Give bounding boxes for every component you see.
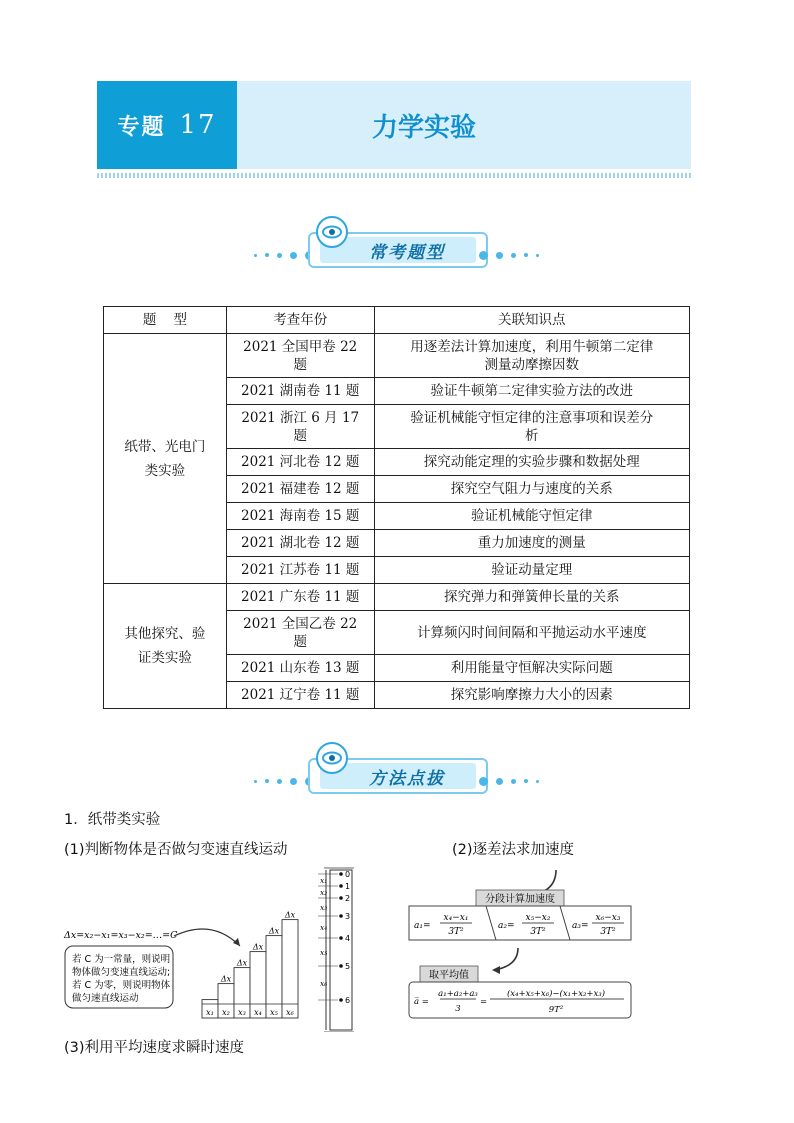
method-item-2: (2)逐差法求加速度 <box>452 842 575 858</box>
method-item-3: (3)利用平均速度求瞬时速度 <box>64 1040 245 1056</box>
point-cell: 验证机械能守恒定律的注意事项和误差分 析 <box>374 405 689 449</box>
tape-mark-label: 6 <box>345 996 351 1005</box>
type-cell: 其他探究、验 证类实验 <box>104 584 227 709</box>
step1-label: 分段计算加速度 <box>485 894 555 905</box>
arrow-head-icon <box>492 966 500 974</box>
point-cell: 计算频闪时间间隔和平抛运动水平速度 <box>374 611 689 655</box>
bar-label: x₁ <box>206 1008 214 1017</box>
year-cell: 2021 湖北卷 12 题 <box>226 530 374 557</box>
svg-text:3T²: 3T² <box>448 927 464 937</box>
paper-tape <box>324 868 354 1032</box>
curve-arrow-line <box>174 929 240 946</box>
bar-label: x₂ <box>222 1008 230 1017</box>
svg-text:若 C 为一常量，则说明: 若 C 为一常量，则说明 <box>72 954 171 965</box>
topic-number: 17 <box>179 110 217 140</box>
type-cell: 纸带、光电门 类实验 <box>104 334 227 584</box>
svg-text:3: 3 <box>455 1004 461 1014</box>
svg-text:a₁+a₂+a₃: a₁+a₂+a₃ <box>438 989 478 999</box>
svg-text:3T²: 3T² <box>530 927 546 937</box>
section-dots-left <box>254 250 314 260</box>
svg-text:x₄−x₁: x₄−x₁ <box>443 913 469 923</box>
year-cell: 2021 全国乙卷 22 题 <box>226 611 374 655</box>
tape-mark-label: 2 <box>345 894 351 903</box>
difference-diagram <box>406 866 634 1022</box>
svg-text:a₃=: a₃= <box>572 921 589 931</box>
topic-number-block <box>97 81 237 169</box>
point-cell: 探究动能定理的实验步骤和数据处理 <box>374 449 689 476</box>
delta-label: Δx <box>252 942 264 952</box>
section-method-tips <box>254 754 539 794</box>
delta-formula: Δx=x₂−x₁=x₃−x₂=…=C <box>64 930 178 941</box>
point-cell: 探究影响摩擦力大小的因素 <box>374 682 689 709</box>
section-dots-left <box>254 776 314 786</box>
year-cell: 2021 福建卷 12 题 <box>226 476 374 503</box>
note-box <box>65 946 173 1008</box>
exam-table <box>103 306 690 709</box>
section-dots-right <box>479 250 539 260</box>
col-header-points: 关联知识点 <box>374 307 689 334</box>
year-cell: 2021 浙江 6 月 17 题 <box>226 405 374 449</box>
delta-label: Δx <box>220 974 232 984</box>
section-common-types <box>254 228 539 268</box>
svg-text:物体做匀变速直线运动;: 物体做匀变速直线运动; <box>72 967 171 978</box>
bar-label: x₅ <box>270 1008 278 1017</box>
topic-title-block <box>237 81 691 169</box>
topic-banner <box>97 81 691 169</box>
svg-text:做匀速直线运动: 做匀速直线运动 <box>72 993 139 1004</box>
svg-text:若 C 为零，则说明物体: 若 C 为零，则说明物体 <box>72 980 171 991</box>
point-cell: 验证动量定理 <box>374 557 689 584</box>
formula-box-2 <box>409 982 631 1018</box>
col-header-year: 考查年份 <box>226 307 374 334</box>
table-header-row <box>104 307 690 334</box>
tape-mark-label: 3 <box>345 912 351 921</box>
year-cell: 2021 河北卷 12 题 <box>226 449 374 476</box>
method-heading: 1．纸带类实验 <box>64 812 161 828</box>
svg-text:3T²: 3T² <box>600 927 616 937</box>
banner-divider <box>97 173 691 178</box>
year-cell: 2021 全国甲卷 22 题 <box>226 334 374 378</box>
eye-icon <box>316 742 348 774</box>
tape-mark-label: 1 <box>345 882 351 891</box>
bar <box>266 936 282 1018</box>
section-title: 方法点拔 <box>320 763 476 789</box>
point-cell: 利用能量守恒解决实际问题 <box>374 655 689 682</box>
tape-dot <box>339 936 343 940</box>
tape-segment-label: x₃ <box>320 903 328 912</box>
svg-text:a̅ =: a̅ = <box>414 997 429 1007</box>
year-cell: 2021 广东卷 11 题 <box>226 584 374 611</box>
method-item-1: (1)判断物体是否做匀变速直线运动 <box>64 842 288 858</box>
delta-label: Δx <box>236 958 248 968</box>
svg-text:=: = <box>480 997 488 1007</box>
svg-text:9T²: 9T² <box>548 1005 564 1015</box>
table-row <box>104 584 690 611</box>
eye-icon <box>316 216 348 248</box>
svg-text:a₁=: a₁= <box>414 921 431 931</box>
bar <box>282 920 298 1018</box>
delta-label: Δx <box>284 910 296 920</box>
point-cell: 重力加速度的测量 <box>374 530 689 557</box>
tape-mark-label: 0 <box>345 870 351 879</box>
tape-segment-label: x₁ <box>320 876 328 885</box>
tape-diagram <box>62 866 362 1032</box>
tape-dot <box>339 914 343 918</box>
tape-dot <box>339 872 343 876</box>
arrow-head-icon <box>233 938 240 946</box>
point-cell: 探究弹力和弹簧伸长量的关系 <box>374 584 689 611</box>
section-dots-right <box>479 776 539 786</box>
bar-label: x₆ <box>286 1008 294 1017</box>
topic-label: 专题 <box>117 114 166 140</box>
tape-segment-label: x₅ <box>320 948 328 957</box>
svg-text:x₅−x₂: x₅−x₂ <box>525 913 551 923</box>
svg-text:a₂=: a₂= <box>498 921 515 931</box>
tape-mark-label: 5 <box>345 962 351 971</box>
point-cell: 验证牛顿第二定律实验方法的改进 <box>374 378 689 405</box>
tape-dot <box>339 964 343 968</box>
point-cell: 验证机械能守恒定律 <box>374 503 689 530</box>
bar-label: x₄ <box>254 1008 262 1017</box>
year-cell: 2021 辽宁卷 11 题 <box>226 682 374 709</box>
table-row <box>104 334 690 378</box>
tape-segment-label: x₆ <box>320 979 328 988</box>
tape-mark-label: 4 <box>345 934 351 943</box>
staircase-bars <box>202 911 298 1018</box>
tape-dot <box>339 998 343 1002</box>
tape-segment-label: x₄ <box>320 923 328 932</box>
svg-text:(x₄+x₅+x₆)−(x₁+x₂+x₃): (x₄+x₅+x₆)−(x₁+x₂+x₃) <box>506 989 606 999</box>
year-cell: 2021 山东卷 13 题 <box>226 655 374 682</box>
bar-label: x₃ <box>238 1008 246 1017</box>
point-cell: 探究空气阻力与速度的关系 <box>374 476 689 503</box>
col-header-type: 题 型 <box>104 307 227 334</box>
section-title: 常考题型 <box>320 237 476 263</box>
year-cell: 2021 海南卷 15 题 <box>226 503 374 530</box>
delta-label: Δx <box>268 926 280 936</box>
tape-dot <box>339 884 343 888</box>
curve-arrow-line <box>494 948 518 970</box>
tape-dot <box>339 896 343 900</box>
svg-text:x₆−x₃: x₆−x₃ <box>595 913 621 923</box>
point-cell: 用逐差法计算加速度，利用牛顿第二定律 测量动摩擦因数 <box>374 334 689 378</box>
year-cell: 2021 江苏卷 11 题 <box>226 557 374 584</box>
tape-segment-label: x₂ <box>320 888 328 897</box>
page-title: 力学实验 <box>371 112 476 143</box>
year-cell: 2021 湖南卷 11 题 <box>226 378 374 405</box>
step2-label: 取平均值 <box>429 970 469 981</box>
